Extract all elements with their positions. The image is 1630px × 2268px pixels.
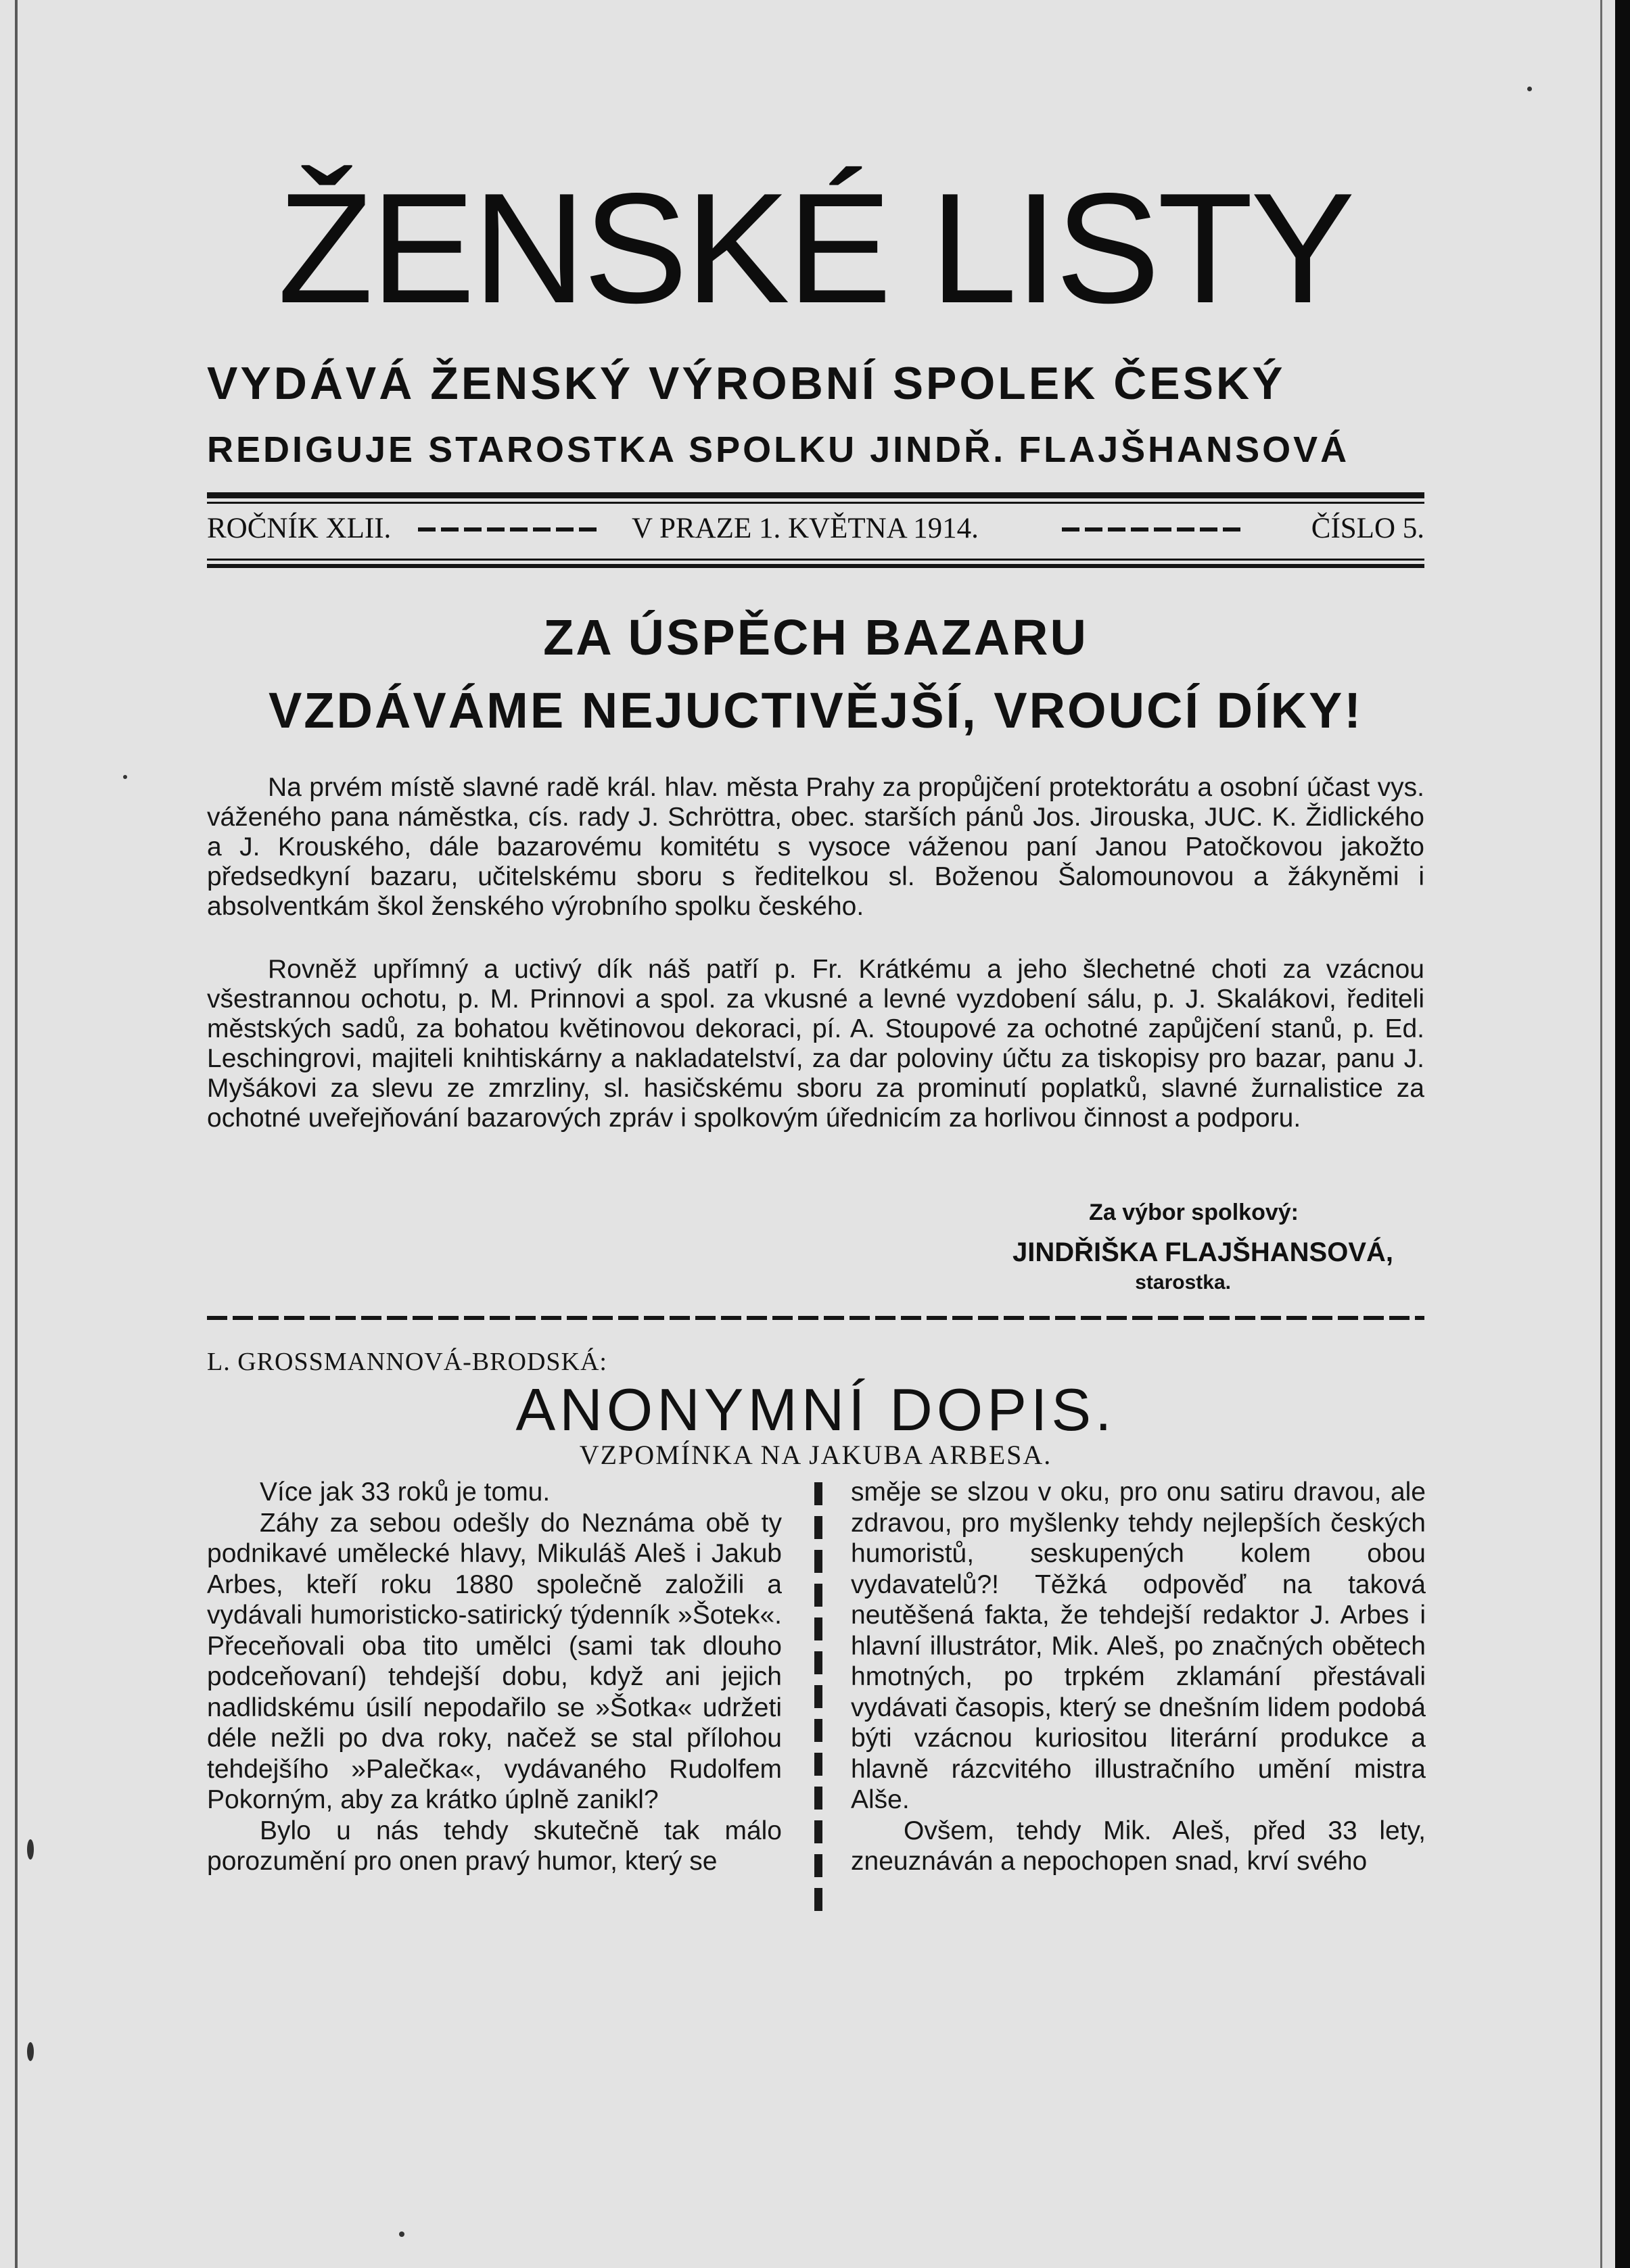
- scan-speck: [1527, 87, 1532, 91]
- article-title: ANONYMNÍ DOPIS.: [515, 1376, 1116, 1443]
- signature-name: JINDŘIŠKA FLAJŠHANSOVÁ,: [1012, 1237, 1393, 1267]
- article-right-paragraph: Ovšem, tehdy Mik. Aleš, před 33 lety, zneuznáván a nepochopen snad, krví svého: [851, 1816, 1426, 1876]
- publisher-line: VYDÁVÁ ŽENSKÝ VÝROBNÍ SPOLEK ČESKÝ: [207, 358, 1286, 409]
- column-divider: [814, 1482, 822, 1918]
- thanks-heading-2: VZDÁVÁME NEJUCTIVĚJŠÍ, VROUCÍ DÍKY!: [268, 682, 1364, 738]
- issue-date: V PRAZE 1. KVĚTNA 1914.: [632, 513, 979, 544]
- header-rule-thin: [207, 502, 1424, 504]
- ornament-chain-right: [1062, 527, 1244, 531]
- scan-edge-left: [15, 0, 18, 2268]
- article-column-left: [207, 1477, 782, 1877]
- thanks-paragraph-1: Na prvém místě slavné radě král. hlav. města Prahy za propůjčení protektorátu a osobní účast vys. váženého pana náměstka, cís. rady J. Schröttra, obec. starších pánů Jos. Jirouska, JUC. K. Židlického a J. Krouského, dále bazarovému komitétu s vysoce váženou paní Janou Patočkovou jakožto předsedkyní bazaru, učitelskému sboru s ředitelkou sl. Boženou Šalomounovou a žákyněmi i absolventkám škol ženského výrobního spolku českého.: [207, 773, 1424, 921]
- header-rule-top: [207, 492, 1424, 498]
- issue-line: [207, 509, 1424, 549]
- issue-volume: ROČNÍK XLII.: [207, 513, 392, 544]
- article-left-paragraph: Více jak 33 roků je tomu.: [260, 1478, 551, 1507]
- issue-rule-2: [207, 564, 1424, 568]
- scan-edge-right: [1600, 0, 1602, 2268]
- scan-speck: [399, 2231, 404, 2237]
- editor-line: REDIGUJE STAROSTKA SPOLKU JINDŘ. FLAJŠHANSOVÁ: [207, 429, 1350, 470]
- thanks-heading-1: ZA ÚSPĚCH BAZARU: [543, 609, 1088, 665]
- masthead-title: ŽENSKÉ LISTY: [277, 161, 1353, 336]
- issue-rule-1: [207, 559, 1424, 561]
- signature-intro: Za výbor spolkový:: [1089, 1200, 1299, 1225]
- signature-role: starostka.: [1135, 1271, 1231, 1294]
- article-left-paragraph: Záhy za sebou odešly do Neznáma obě ty podnikavé umělecké hlavy, Mikuláš Aleš i Jakub Arbes, kteří roku 1880 společně založili a vydávali humoristicko-satirický týdenník »Šotek«. Přeceňovali oba tito umělci (sami tak dlouho podceňovaní) tehdejší dobu, když ani jejich nadlidskému úsilí nepodařilo se »Šotka« udržeti déle nežli po dva roky, načež se stal přílohou tehdejšího »Palečka«, vydávaného Rudolfem Pokorným, aby za krátko úplně zanikl?: [207, 1508, 782, 1814]
- article-right-paragraph: směje se slzou v oku, pro onu satiru dravou, ale zdravou, pro myšlenky tehdy nejlepších českých humoristů, seskupených kolem obou vydavatelů?! Těžká odpověď na taková neutěšená fakta, že tehdejší redaktor J. Arbes i hlavní illustrátor, Mik. Aleš, po značných obětech hmotných, po trpkém zklamání přestávali vydávati časopis, který se dnešním lidem podobá býti vzácnou kuriositou literární produkce a hlavně rázcvitého illustračního umění mistra Alše.: [851, 1478, 1426, 1814]
- thanks-paragraph-2: Rovněž upřímný a uctivý dík náš patří p. Fr. Krátkému a jeho šlechetné choti za vzácnou všestrannou ochotu, p. M. Prinnovi a spol. za vkusné a levné vyzdobení sálu, p. J. Skalákovi, řediteli městských sadů, za bohatou květinovou dekoraci, pí. A. Stoupové za ochotné zapůjčení stanů, p. Ed. Leschingrovi, majiteli knihtiskárny a nakladatelství, za dar poloviny účtu za tiskopisy pro bazar, panu J. Myšákovi za slevu ze zmrzliny, sl. hasičskému sboru za prominutí poplatků, slavné žurnalistice za ochotné uveřejňování bazarových zpráv i spolkovým úřednicím za horlivou činnost a podporu.: [207, 955, 1424, 1133]
- scan-speck: [27, 2042, 34, 2061]
- ornament-separator: [207, 1316, 1424, 1320]
- article-column-right: [851, 1477, 1426, 1877]
- issue-number: ČÍSLO 5.: [1311, 513, 1424, 544]
- article-left-paragraph: Bylo u nás tehdy skutečně tak málo porozumění pro onen pravý humor, který se: [207, 1816, 782, 1876]
- scan-speck: [123, 775, 127, 779]
- article-author: L. GROSSMANNOVÁ-BRODSKÁ:: [207, 1348, 607, 1376]
- scan-speck: [27, 1839, 34, 1860]
- ornament-chain-left: [418, 527, 601, 531]
- article-subtitle: VZPOMÍNKA NA JAKUBA ARBESA.: [579, 1440, 1052, 1470]
